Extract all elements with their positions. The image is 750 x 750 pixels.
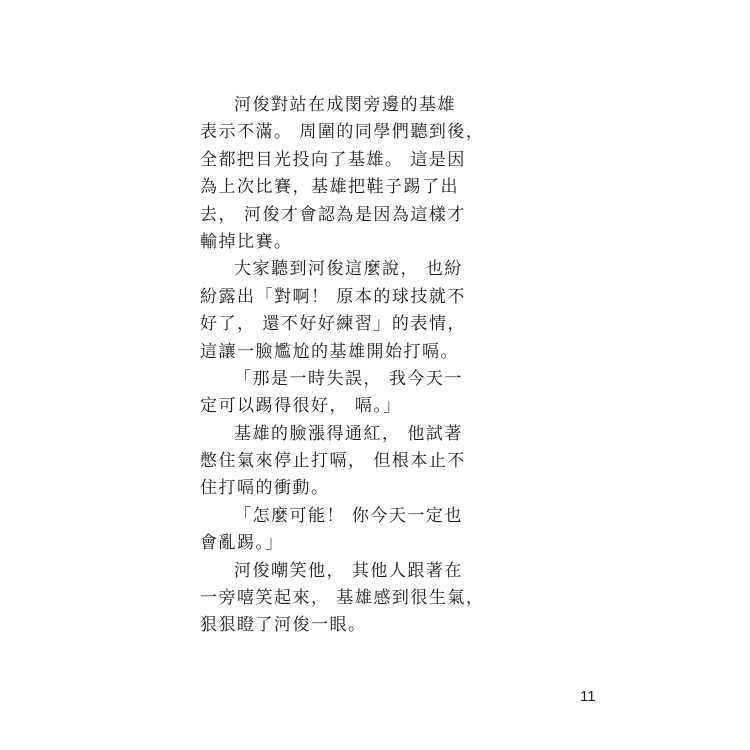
text-line: 全都把目光投向了基雄。 這是因	[200, 149, 466, 170]
text-line: 這讓一臉尷尬的基雄開始打嗝。	[200, 341, 459, 362]
text-line: 一旁嘻笑起來， 基雄感到很生氣，	[200, 588, 485, 609]
text-line: 定可以踢得很好， 嗝。」	[200, 396, 402, 417]
text-line: 「怎麼可能！ 你今天一定也	[234, 505, 463, 526]
text-line: 住打嗝的衝動。	[200, 478, 330, 499]
text-line: 狠狠瞪了河俊一眼。	[200, 615, 367, 636]
text-line: 河俊對站在成閔旁邊的基雄	[234, 95, 456, 115]
text-line: 會亂踢。」	[200, 533, 284, 554]
text-line: 大家聽到河俊這麼說， 也紛	[234, 259, 463, 280]
text-line: 輸掉比賽。	[200, 231, 293, 252]
text-line: 紛露出「對啊！ 原本的球技就不	[200, 286, 466, 307]
text-line: 去， 河俊才會認為是因為這樣才	[200, 204, 466, 225]
text-line: 基雄的臉漲得通紅， 他試著	[234, 423, 463, 444]
text-line: 河俊嘲笑他， 其他人跟著在	[234, 560, 463, 581]
text-line: 好了， 還不好好練習」的表情，	[200, 314, 466, 335]
story-text	[200, 92, 590, 640]
page-number: 11	[580, 688, 596, 705]
text-line: 表示不滿。 周圍的同學們聽到後，	[200, 122, 485, 143]
text-line: 為上次比賽，基雄把鞋子踢了出	[200, 177, 459, 198]
text-line: 憋住氣來停止打嗝， 但根本止不	[200, 451, 466, 472]
text-line: 「那是一時失誤， 我今天一	[234, 368, 463, 389]
